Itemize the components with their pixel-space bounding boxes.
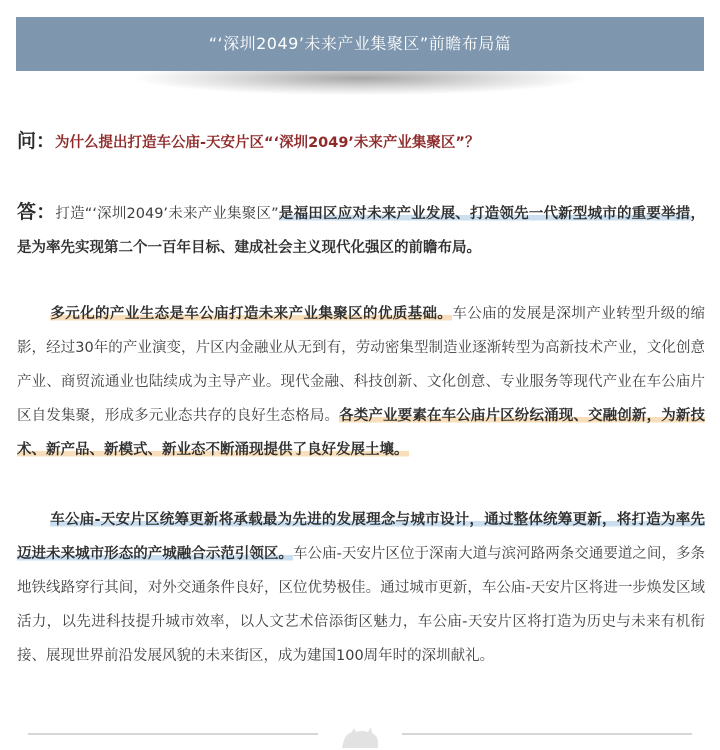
answer-highlight-2: ，是为率先实现第二个一百年目标、建成社会主义现代化强区的前瞻布局。 [17,206,705,256]
question-label: 问： [17,130,56,152]
paragraph-1 [17,297,705,467]
paragraph-1-body: 车公庙的发展是深圳产业转型升级的缩影，经过30年的产业演变，片区内金融业从无到有，劳动密集型制造业逐渐转型为高新技术产业，文化创意产业、商贸流通业也陆续成为主导产业。现代金融、科技创新、文化创意、专业服务等现代产业在车公庙片区自发集聚，形成多元业态共存的良好生态格局。 [17,306,706,424]
header-banner [16,17,704,117]
paragraph-2 [17,503,705,673]
footer-divider-left [28,733,318,735]
answer-label: 答： [17,201,56,223]
footer-divider-right [402,733,692,735]
paragraph-2-highlight-1: 车公庙-天安片区统筹更新将承载最为先进的发展理念与城市设计，通过整体统筹更新，将打造为率先迈进未来城市形态的产城融合示范引领区。 [17,512,705,562]
question-line [17,124,705,160]
banner-title: “‘深圳2049’未来产业集聚区”前瞻布局篇 [16,17,704,71]
answer-text-plain: 打造“‘深圳2049’未来产业集聚区” [55,206,279,222]
answer-paragraph [17,195,705,265]
paragraph-1-highlight-2: 各类产业要素在车公庙片区纷纭涌现、交融创新，为新技术、新产品、新模式、新业态不断涌现提供了良好发展土壤。 [17,408,705,458]
paragraph-2-body: 车公庙-天安片区位于深南大道与滨河路两条交通要道之间，多条地铁线路穿行其间，对外交通条件良好，区位优势极佳。通过城市更新，车公庙-天安片区将进一步焕发区域活力，以先进科技提升城市效率，以人文艺术倍添街区魅力，车公庙-天安片区将打造为历史与未来有机衔接、展现世界前沿发展风貌的未来街区，成为建国100周年时的深圳献礼。 [17,546,705,664]
paragraph-1-highlight-1: 多元化的产业生态是车公庙打造未来产业集聚区的优质基础。 [50,306,453,322]
answer-highlight-1: 是福田区应对未来产业发展、打造领先一代新型城市的重要举措 [278,206,691,222]
rhino-icon [338,722,382,750]
question-text: 为什么提出打造车公庙-天安片区“‘深圳2049’未来产业集聚区”？ [55,135,480,151]
